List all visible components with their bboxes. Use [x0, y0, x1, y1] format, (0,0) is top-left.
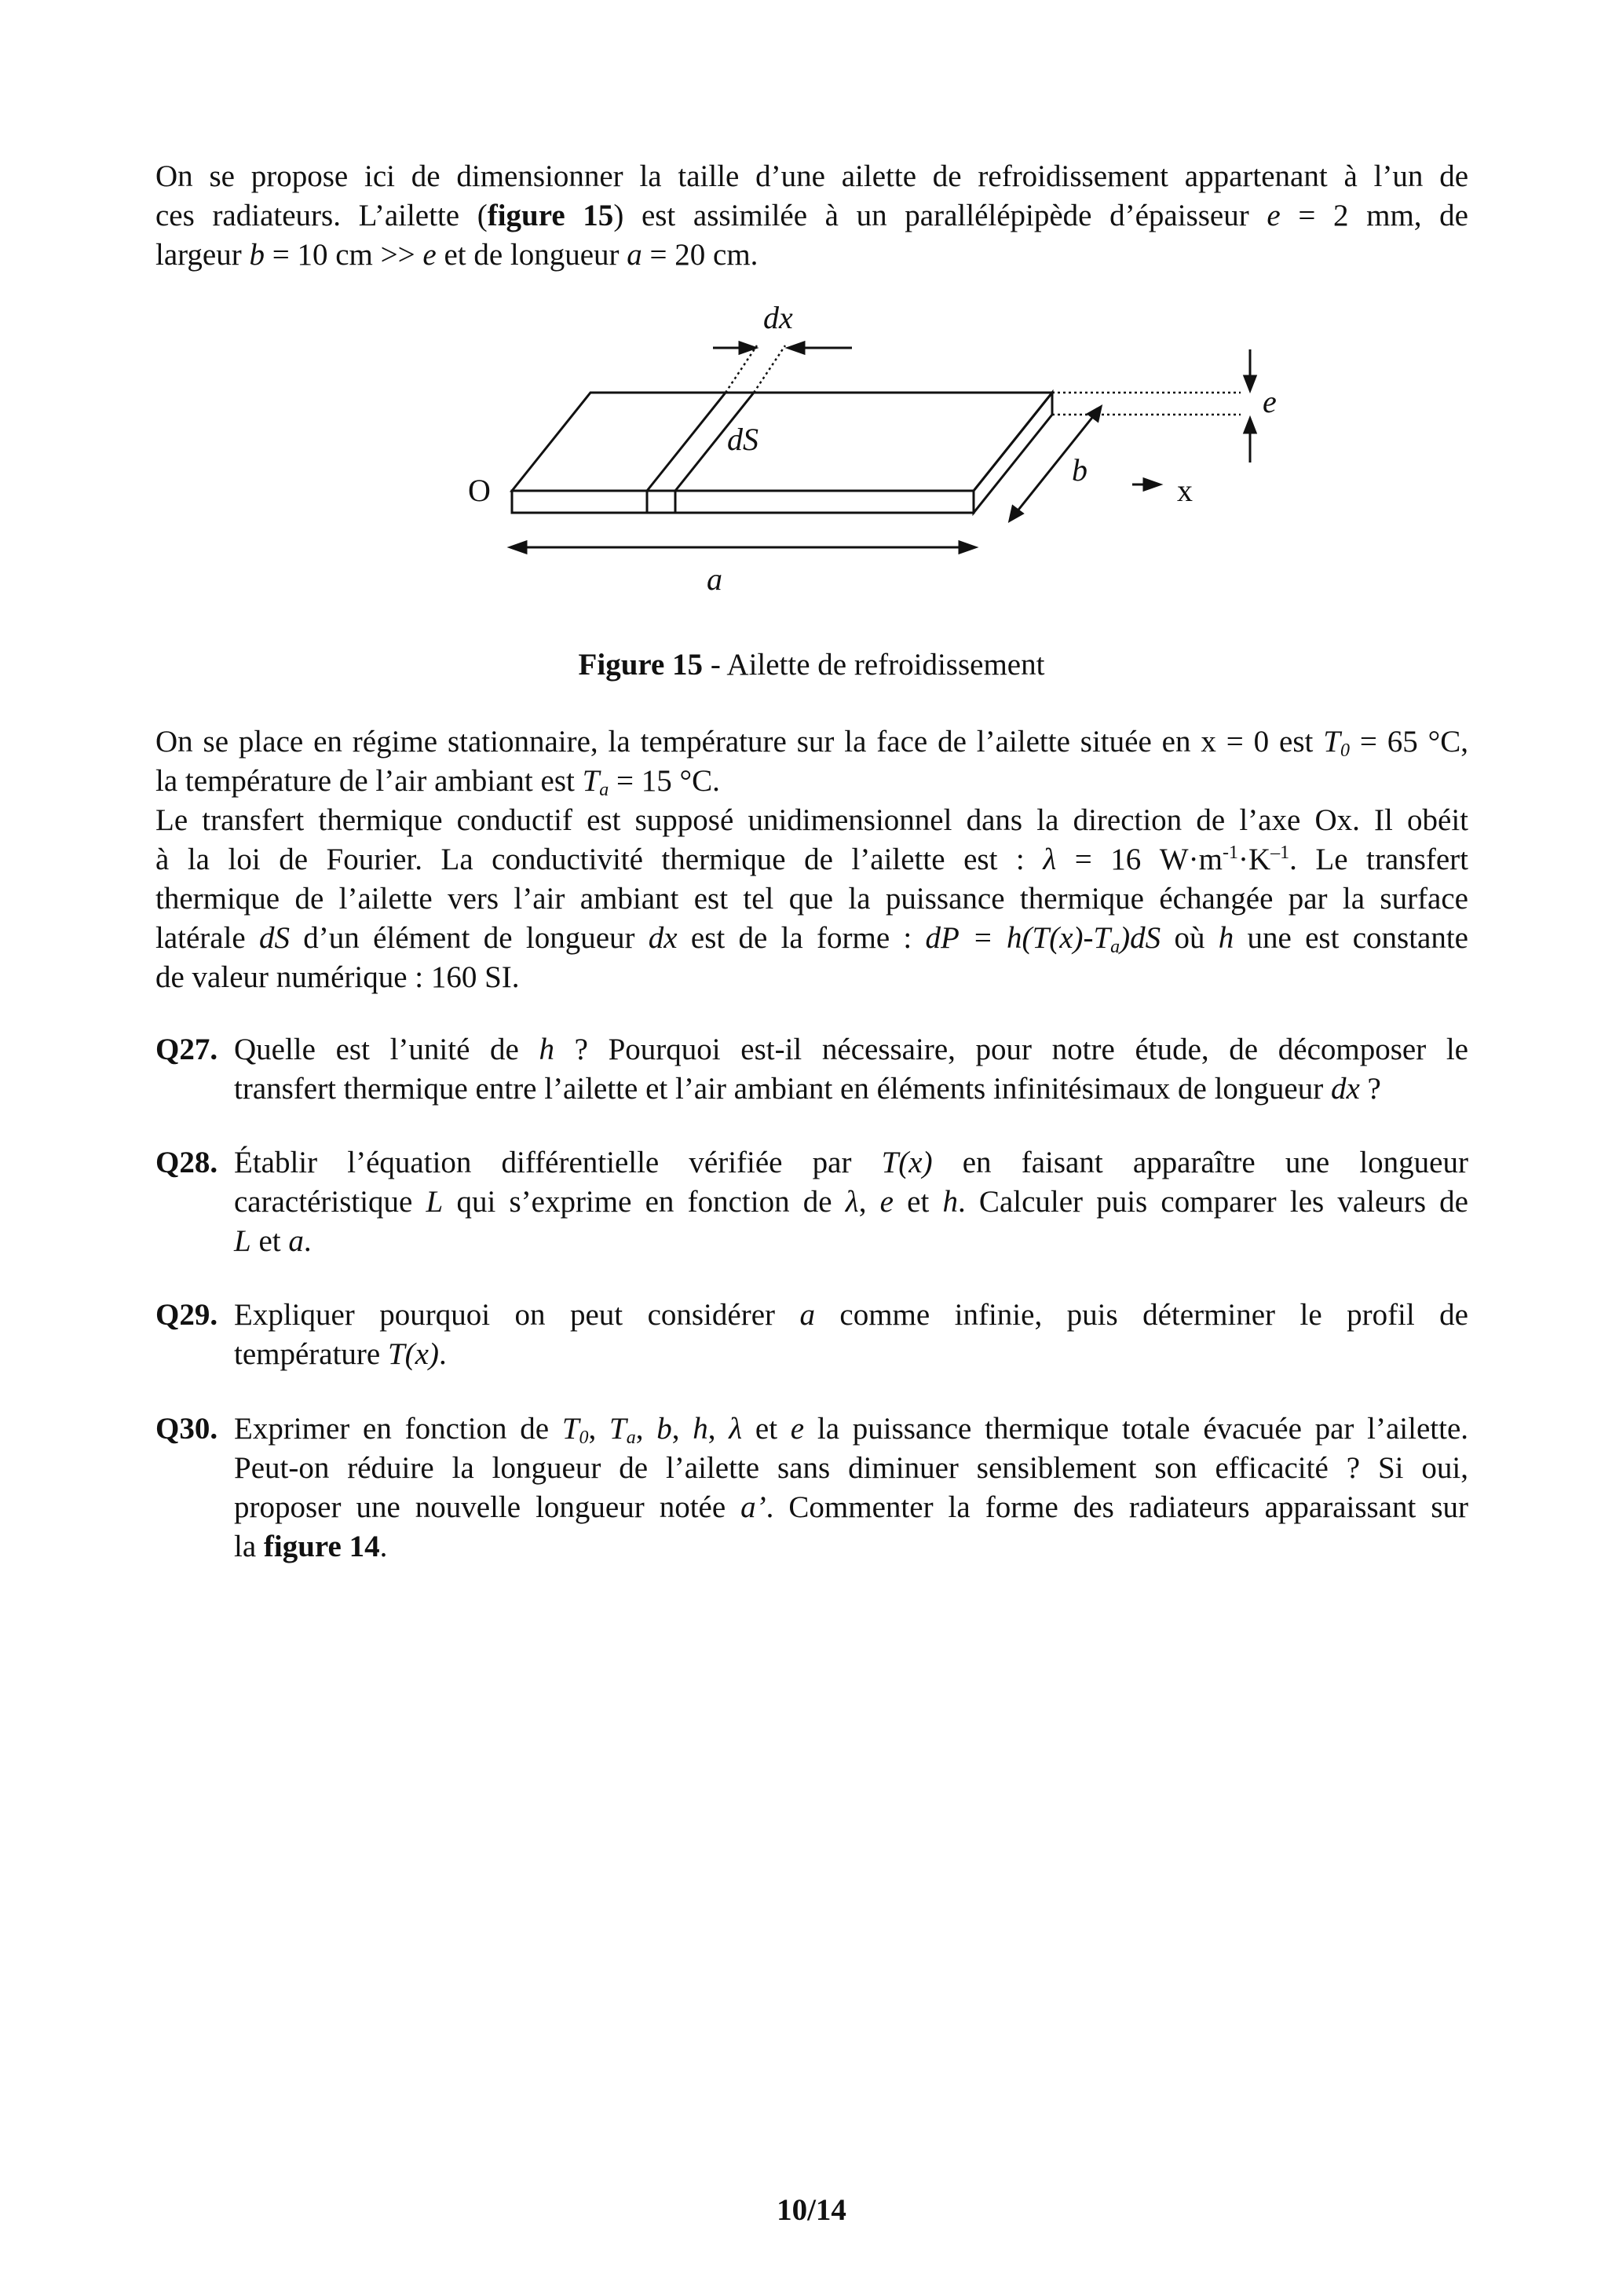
intro-line-1: On se propose ici de dimensionner la taille d’une ailette de refroidissement appartenant à l’un de	[155, 159, 1468, 193]
body-line-3: Le transfert thermique conductif est supposé unidimensionnel dans la direction de l’axe Ox. Il obéit	[155, 803, 1468, 837]
fin-diagram	[455, 294, 1288, 624]
body-line-4: à la loi de Fourier. La conductivité thermique de l’ailette est : λ = 16 $W\cdot m^{-1}\cdot K^{-1}$. Le transfert	[155, 843, 1468, 876]
label-a: a	[707, 561, 722, 597]
intro-line-3: largeur b = 10 cm >> e et de longueur a = 20 cm.	[155, 238, 758, 272]
label-ds: dS	[727, 422, 758, 457]
intro-line-2: ces radiateurs. L’ailette (figure 15) est assimilée à un parallélépipède d’épaisseur e = 2 mm, de	[155, 199, 1468, 232]
label-o: O	[468, 473, 491, 508]
intro-paragraph	[155, 157, 1468, 275]
dx-arrowhead-right	[788, 342, 804, 353]
page-number: 10/14	[777, 2193, 846, 2227]
document-page: On se propose ici de dimensionner la taille d’une ailette de refroidissement appartenant à l’un de ces radiateurs. L’ailette (figure 15) est assimilée à un parallélépipède d’épaisseur e = 2 mm, de largeur b = 10 cm >> e et de longueur a = 20 cm. dx dS O b x e a Figure 15 - Ailette de refroidissement On se place en régime stationnaire, la température sur la face de l’ailette située en x = 0 est $T_0 = 65$ °C, la température de l’air ambiant est $T_a = 15$ °C. Le transfert thermique conductif est supposé unidimensionnel dans la direction de l’axe Ox. Il obéit à la loi de Fourier. La conductivité thermique de l’ailette est : λ = 16 $W\cdot m^{-1}\cdot K^{-1}$. Le transfert thermique de l’ailette vers l’air ambiant est tel que la puissance thermique échangée par la surface latérale dS d’un élément de longueur dx est de la forme : dP = $h(T(x)-T_a)dS$ où h une est constante de valeur numérique : 160 SI. Q27. Quelle est l’unité de h ? Pourquoi est-il nécessaire, pour notre étude, de décomposer le transfert thermique entre l’ailette et l’air ambiant en éléments infinitésimaux de longueur dx ? Q28. Établir l’équation différentielle vérifiée par T(x) en faisant apparaître une longueur caractéristique L qui s’exprime en fonction de λ, e et h. Calculer puis comparer les valeurs de L et a. Q29. Expliquer pourquoi on peut considérer a comme infinie, puis déterminer le profil de température T(x). Q30. Exprimer en fonction de $T_0$, $T_a$, b, h, λ et e la puissance thermique totale évacuée par l’ailette. Peut-on réduire la longueur de l’ailette sans diminuer sensiblement son efficacité ? Si oui, proposer une nouvelle longueur notée a’. Commenter la forme des radiateurs apparaissant sur la figure 14. 10/14	[0, 0, 1623, 2296]
body-line-5: thermique de l’ailette vers l’air ambiant est tel que la puissance thermique échangée par la surface	[155, 882, 1468, 916]
label-x: x	[1177, 473, 1193, 508]
dx-guide-right	[754, 345, 785, 393]
figure-caption: Figure 15 - Ailette de refroidissement	[578, 648, 1045, 682]
body-line-1: On se place en régime stationnaire, la température sur la face de l’ailette située en x = 0 est $T_0 = 65$ °C,	[155, 725, 1468, 761]
e-arrowhead-bottom	[1245, 419, 1256, 433]
fin-front-face	[512, 491, 974, 513]
body-line-6: latérale dS d’un élément de longueur dx est de la forme : dP = $h(T(x)-T_a)dS$ où h une est constante	[155, 921, 1468, 957]
label-b: b	[1072, 452, 1087, 488]
a-arrowhead-right	[960, 542, 975, 553]
dx-arrowhead-left	[740, 342, 755, 353]
fin-side-face	[974, 393, 1052, 513]
body-paragraph	[155, 722, 1468, 997]
label-dx: dx	[763, 300, 793, 335]
fin-top-face	[512, 393, 1052, 491]
figure-ref: figure 15	[487, 199, 614, 232]
a-arrowhead-left	[510, 542, 526, 553]
x-axis-arrowhead	[1144, 479, 1160, 490]
body-line-2: la température de l’air ambiant est $T_a = 15$ °C.	[155, 764, 720, 800]
body-line-7: de valeur numérique : 160 SI.	[155, 960, 520, 994]
e-arrowhead-top	[1245, 376, 1256, 390]
label-e: e	[1263, 384, 1277, 419]
